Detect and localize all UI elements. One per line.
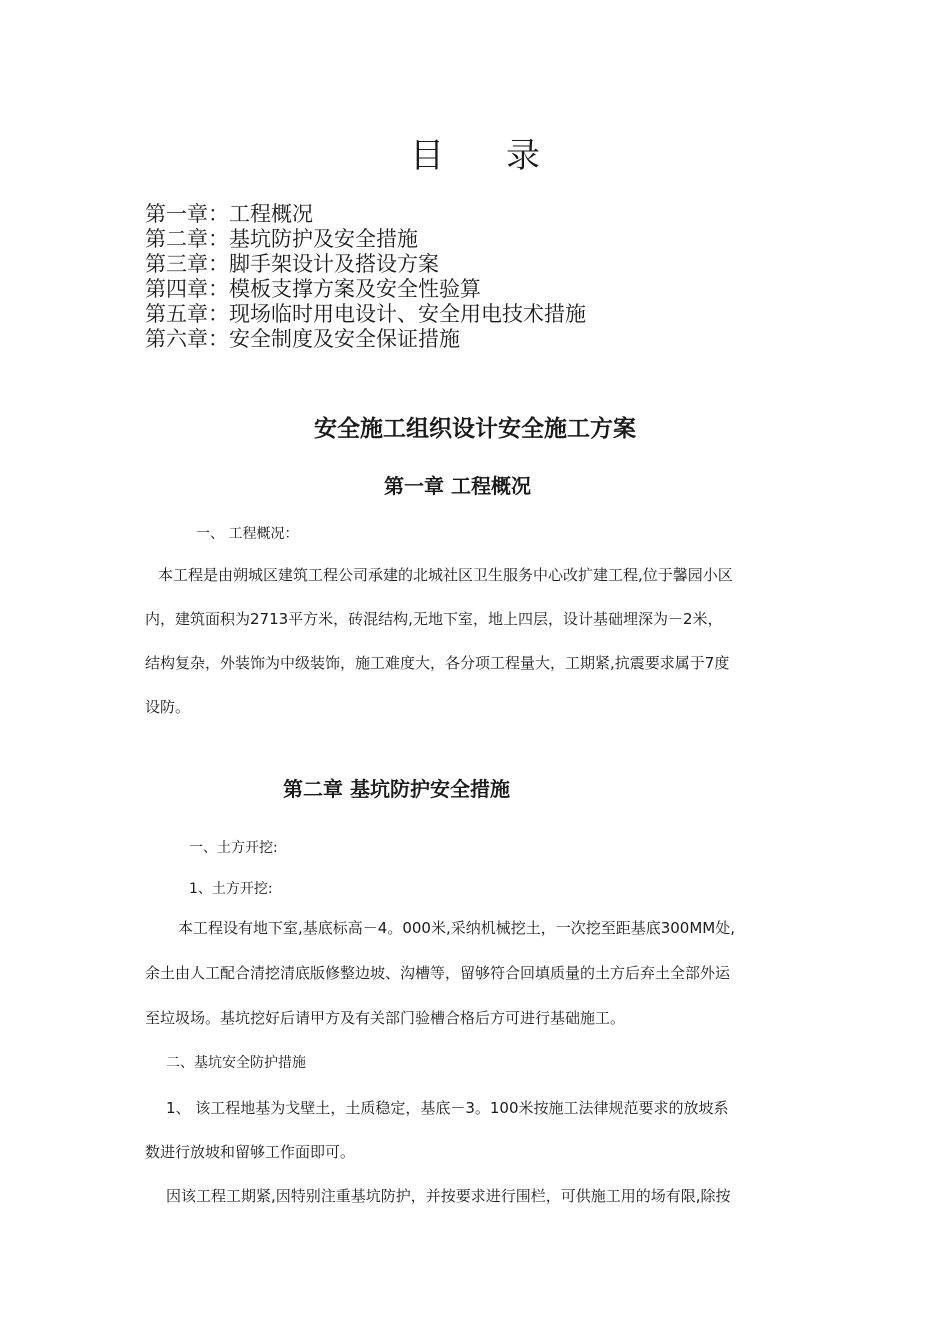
toc-item[interactable]: 第三章：脚手架设计及搭设方案	[145, 252, 439, 276]
toc-title	[0, 128, 950, 177]
section-heading: 二、基坑安全防护措施	[166, 1055, 306, 1071]
paragraph-line: 本工程是由朔城区建筑工程公司承建的北城社区卫生服务中心改扩建工程,位于馨园小区	[158, 566, 733, 584]
toc-item[interactable]: 第六章：安全制度及安全保证措施	[145, 327, 460, 351]
main-title: 安全施工组织设计安全施工方案	[314, 416, 636, 442]
paragraph-line: 本工程设有地下室,基底标高－4。000米,采纳机械挖土，一次挖至距基底300MM处,	[178, 919, 735, 937]
paragraph-line: 结构复杂，外装饰为中级装饰，施工难度大，各分项工程量大，工期紧,抗震要求属于7度	[145, 654, 730, 672]
toc-item[interactable]: 第四章：模板支撑方案及安全性验算	[145, 277, 481, 301]
paragraph-line: 设防。	[145, 698, 191, 716]
toc-item[interactable]: 第一章：工程概况	[145, 202, 313, 226]
toc-title-right: 录	[506, 136, 540, 176]
paragraph-line: 余土由人工配合清挖清底版修整边坡、沟槽等，留够符合回填质量的土方后弃土全部外运	[145, 964, 731, 982]
toc-title-left: 目	[410, 136, 444, 176]
section-heading: 一、土方开挖:	[189, 840, 278, 856]
section-subheading: 1、土方开挖:	[189, 881, 273, 897]
toc-item[interactable]: 第二章：基坑防护及安全措施	[145, 227, 418, 251]
paragraph-line: 内，建筑面积为2713平方米，砖混结构,无地下室，地上四层，设计基础埋深为－2米，	[145, 610, 723, 628]
chapter1-subheading: 一、 工程概况：	[196, 526, 299, 542]
paragraph-line: 1、 该工程地基为戈壁土，土质稳定，基底－3。100米按施工法律规范要求的放坡系	[166, 1099, 729, 1117]
chapter1-heading: 第一章 工程概况	[384, 474, 531, 498]
toc-item[interactable]: 第五章：现场临时用电设计、安全用电技术措施	[145, 302, 586, 326]
chapter2-heading: 第二章 基坑防护安全措施	[283, 777, 510, 801]
paragraph-line: 至垃圾场。基坑挖好后请甲方及有关部门验槽合格后方可进行基础施工。	[145, 1009, 626, 1027]
paragraph-line: 因该工程工期紧,因特别注重基坑防护，并按要求进行围栏，可供施工用的场有限,除按	[166, 1187, 731, 1205]
toc-list	[145, 202, 586, 352]
paragraph-line: 数进行放坡和留够工作面即可。	[145, 1143, 356, 1161]
